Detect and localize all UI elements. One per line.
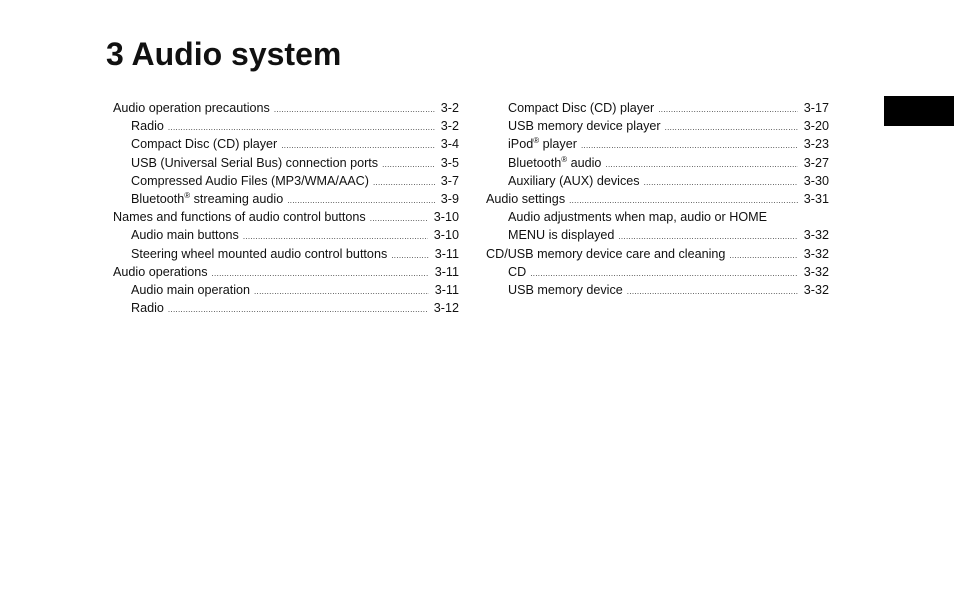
toc-entry-page: 3-27: [803, 155, 829, 170]
toc-leader-dots: [391, 247, 428, 265]
registered-mark: ®: [184, 190, 191, 200]
toc-entry[interactable]: [486, 154, 829, 172]
toc-entry-page: 3-17: [803, 101, 829, 115]
toc-entry-page: 3-7: [440, 173, 459, 188]
toc-entry-page: 3-2: [440, 119, 459, 134]
toc-entry-page: 3-2: [440, 101, 459, 115]
toc-entry-label: CD/USB memory device care and cleaning: [486, 246, 726, 261]
toc-entry-page: 3-9: [440, 191, 459, 206]
toc-entry[interactable]: [486, 135, 829, 153]
toc-entry[interactable]: [486, 117, 829, 135]
toc-entry-page: 3-4: [440, 137, 459, 152]
toc-entry-page: 3-11: [434, 264, 459, 279]
toc-entry-label: USB (Universal Serial Bus) connection ports: [131, 155, 379, 170]
toc-entry[interactable]: [113, 299, 459, 317]
toc-entry-label: Names and functions of audio control buttons: [113, 210, 366, 225]
toc-entry-label: CD: [508, 264, 527, 279]
toc-entry[interactable]: [486, 263, 829, 281]
toc-entry[interactable]: [486, 226, 829, 244]
toc-leader-dots: [581, 137, 798, 155]
toc-entry[interactable]: [113, 226, 459, 244]
toc-entry-page: 3-31: [803, 191, 829, 206]
toc-leader-dots: [382, 156, 435, 174]
registered-mark: ®: [561, 154, 568, 164]
registered-mark: ®: [533, 136, 540, 146]
toc-entry[interactable]: [486, 172, 829, 190]
toc-entry-label-suffix: streaming audio: [190, 191, 284, 206]
toc-entry-page: 3-30: [803, 173, 829, 188]
toc-leader-dots: [658, 101, 798, 119]
toc-entry-label: [508, 135, 577, 153]
toc-leader-dots: [370, 210, 428, 228]
toc-leader-dots: [644, 174, 798, 192]
toc-entry-label: Compressed Audio Files (MP3/WMA/AAC): [131, 173, 369, 188]
toc-entry-label: Audio main operation: [131, 282, 251, 297]
toc-entry-label: Radio: [131, 119, 164, 134]
toc-entry-page: 3-5: [440, 155, 459, 170]
toc-entry-label: Radio: [131, 301, 164, 316]
toc-entry-label-suffix: audio: [567, 155, 602, 170]
toc-entry[interactable]: [113, 281, 459, 299]
toc-entry[interactable]: [113, 154, 459, 172]
toc-entry-label: Compact Disc (CD) player: [131, 137, 278, 152]
toc-entry[interactable]: [113, 263, 459, 281]
toc-entry-label: [508, 154, 601, 172]
toc-left-column: [113, 99, 459, 317]
toc-entry[interactable]: [113, 172, 459, 190]
toc-leader-dots: [254, 283, 429, 301]
toc-entry[interactable]: [113, 99, 459, 117]
toc-entry-page: 3-11: [434, 246, 459, 261]
toc-entry-label: [131, 190, 283, 208]
toc-entry-label: Audio main buttons: [131, 228, 239, 243]
toc-entry-label-main: Bluetooth: [508, 155, 562, 170]
toc-entry[interactable]: [486, 281, 829, 299]
toc-entry-page: 3-32: [803, 228, 829, 243]
toc-entry-label-line1[interactable]: Audio adjustments when map, audio or HOME: [508, 210, 768, 225]
toc-entry-label: Compact Disc (CD) player: [508, 101, 655, 115]
toc-entry-page: 3-11: [434, 282, 459, 297]
toc-entry[interactable]: [113, 245, 459, 263]
toc-entry-page: 3-10: [433, 228, 459, 243]
chapter-thumb-tab: [884, 96, 954, 126]
toc-entry[interactable]: [113, 208, 459, 226]
toc-entry-label: USB memory device: [508, 282, 623, 297]
toc-entry-label: Audio operations: [113, 264, 208, 279]
toc-entry[interactable]: [113, 117, 459, 135]
toc-entry[interactable]: [486, 99, 829, 117]
toc-leader-dots: [729, 247, 797, 265]
toc-entry-page: 3-12: [433, 301, 459, 316]
toc-entry-label: Auxiliary (AUX) devices: [508, 173, 640, 188]
toc-entry-page: 3-32: [803, 264, 829, 279]
toc-entry-page: 3-32: [803, 246, 829, 261]
chapter-title: 3 Audio system: [106, 36, 342, 72]
toc-entry-page: 3-32: [803, 282, 829, 297]
toc-entry-page: 3-23: [803, 137, 829, 152]
toc-leader-dots: [168, 301, 428, 319]
toc-leader-dots: [274, 101, 435, 119]
toc-entry-page: 3-10: [433, 210, 459, 225]
toc-entry-label-suffix: player: [539, 137, 577, 152]
toc-entry-label: Audio settings: [486, 191, 566, 206]
toc-entry[interactable]: [113, 190, 459, 208]
toc-entry-label: MENU is displayed: [508, 228, 615, 243]
toc-entry[interactable]: [486, 245, 829, 263]
toc-leader-dots: [665, 119, 798, 137]
toc-entry[interactable]: [113, 135, 459, 153]
toc-leader-dots: [627, 283, 798, 301]
toc-entry-label: USB memory device player: [508, 119, 661, 134]
toc-leader-dots: [373, 174, 435, 192]
toc-right-column: [486, 99, 829, 299]
toc-entry-label-main: iPod: [508, 137, 534, 152]
toc-entry[interactable]: [486, 190, 829, 208]
toc-entry-label-main: Bluetooth: [131, 191, 185, 206]
toc-entry-page: 3-20: [803, 119, 829, 134]
toc-entry-label: Steering wheel mounted audio control buttons: [131, 246, 388, 261]
toc-entry-label: Audio operation precautions: [113, 101, 270, 115]
